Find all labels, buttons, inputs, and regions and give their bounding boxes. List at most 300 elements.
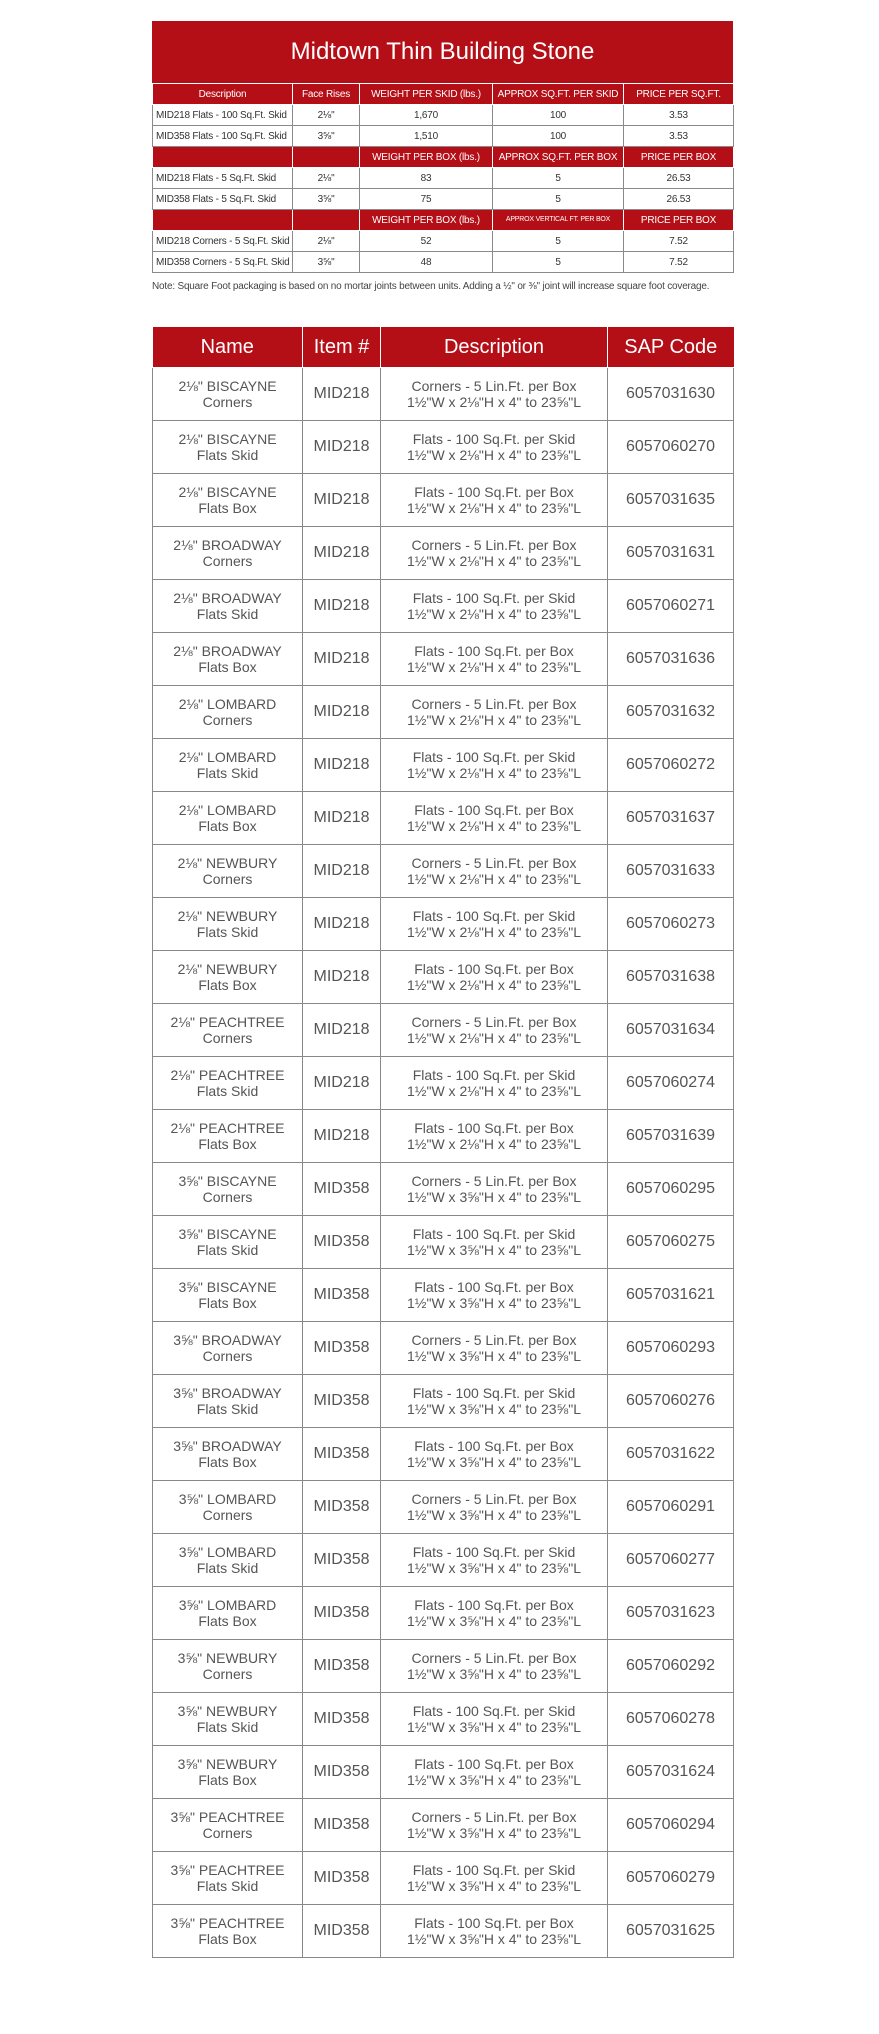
product-sap-code: 6057060294 (608, 1799, 734, 1852)
price-row (153, 126, 734, 147)
product-name-line1: 3⅝" BISCAYNE (178, 1172, 277, 1189)
product-name-line1: 3⅝" LOMBARD (178, 1596, 277, 1613)
product-description (381, 527, 608, 580)
price-cell: 5 (493, 168, 624, 189)
price-header-cell: WEIGHT PER SKID (lbs.) (360, 84, 493, 105)
product-name-line2: Corners (202, 1825, 253, 1841)
product-sap-code: 6057031625 (608, 1905, 734, 1958)
price-cell: 3⅝" (293, 126, 360, 147)
product-sap-code: 6057060275 (608, 1216, 734, 1269)
product-item-number: MID358 (303, 1428, 381, 1481)
product-description (381, 1428, 608, 1481)
product-name-line2: Flats Skid (196, 1719, 259, 1735)
price-cell: 5 (493, 252, 624, 273)
product-name-line2: Corners (202, 871, 253, 887)
product-name (153, 1322, 303, 1375)
product-sap-code: 6057060272 (608, 739, 734, 792)
product-name-line2: Flats Box (198, 1454, 257, 1470)
table-row (153, 527, 734, 580)
product-sap-code: 6057031632 (608, 686, 734, 739)
product-item-number: MID358 (303, 1640, 381, 1693)
product-description-line1: Flats - 100 Sq.Ft. per Box (414, 1914, 574, 1931)
product-name-line2: Flats Box (198, 1295, 257, 1311)
product-name-line2: Flats Box (198, 818, 257, 834)
table-row (153, 1428, 734, 1481)
product-name-line2: Flats Skid (196, 1878, 259, 1894)
product-name (153, 474, 303, 527)
product-name (153, 1428, 303, 1481)
product-name-line1: 2⅛" NEWBURY (177, 854, 278, 871)
table-row (153, 1852, 734, 1905)
product-description (381, 1640, 608, 1693)
price-cell: 7.52 (624, 231, 734, 252)
product-description-line2: 1½"W x 2⅛"H x 4" to 23⅝"L (407, 924, 581, 940)
product-sap-code: 6057060273 (608, 898, 734, 951)
product-name-line1: 3⅝" BROADWAY (173, 1384, 282, 1401)
price-cell: MID218 Flats - 100 Sq.Ft. Skid (153, 105, 293, 126)
product-description (381, 1905, 608, 1958)
product-description-line1: Corners - 5 Lin.Ft. per Box (411, 1649, 577, 1666)
product-name-line1: 3⅝" NEWBURY (177, 1649, 278, 1666)
price-cell: MID358 Corners - 5 Sq.Ft. Skid (153, 252, 293, 273)
price-row (153, 168, 734, 189)
product-description-line2: 1½"W x 2⅛"H x 4" to 23⅝"L (407, 765, 581, 781)
product-item-number: MID218 (303, 633, 381, 686)
product-description-line2: 1½"W x 3⅝"H x 4" to 23⅝"L (407, 1295, 581, 1311)
product-name-line1: 2⅛" BROADWAY (173, 536, 282, 553)
table-row (153, 845, 734, 898)
product-description (381, 1481, 608, 1534)
product-description (381, 474, 608, 527)
product-name-line1: 2⅛" LOMBARD (178, 748, 277, 765)
price-header-cell: Description (153, 84, 293, 105)
product-description-line2: 1½"W x 2⅛"H x 4" to 23⅝"L (407, 1136, 581, 1152)
price-cell: 3.53 (624, 126, 734, 147)
product-description-line2: 1½"W x 3⅝"H x 4" to 23⅝"L (407, 1560, 581, 1576)
table-row (153, 686, 734, 739)
product-description-line2: 1½"W x 3⅝"H x 4" to 23⅝"L (407, 1507, 581, 1523)
product-name-line1: 3⅝" NEWBURY (177, 1702, 278, 1719)
product-description (381, 1799, 608, 1852)
product-name-line1: 2⅛" BROADWAY (173, 642, 282, 659)
product-item-number: MID358 (303, 1693, 381, 1746)
table-row (153, 1269, 734, 1322)
product-name-line1: 3⅝" PEACHTREE (170, 1861, 285, 1878)
product-name-line1: 3⅝" BROADWAY (173, 1331, 282, 1348)
product-description-line1: Flats - 100 Sq.Ft. per Box (414, 1278, 574, 1295)
product-name-line1: 2⅛" BISCAYNE (178, 430, 277, 447)
product-name-line2: Flats Skid (196, 1401, 259, 1417)
product-description-line2: 1½"W x 2⅛"H x 4" to 23⅝"L (407, 394, 581, 410)
product-name (153, 1799, 303, 1852)
price-header-row (153, 147, 734, 168)
product-description (381, 580, 608, 633)
product-name-line2: Flats Skid (196, 924, 259, 940)
price-cell: 2⅛" (293, 168, 360, 189)
product-description-line1: Flats - 100 Sq.Ft. per Skid (412, 1225, 576, 1242)
product-name (153, 898, 303, 951)
product-description-line1: Corners - 5 Lin.Ft. per Box (411, 1490, 577, 1507)
price-header-cell: APPROX SQ.FT. PER SKID (493, 84, 624, 105)
product-description (381, 1163, 608, 1216)
product-name (153, 1746, 303, 1799)
product-item-number: MID218 (303, 1057, 381, 1110)
product-item-number: MID218 (303, 527, 381, 580)
price-cell: 2⅛" (293, 231, 360, 252)
product-description-line1: Flats - 100 Sq.Ft. per Box (414, 483, 574, 500)
price-cell: 3.53 (624, 105, 734, 126)
price-header-cell: WEIGHT PER BOX (lbs.) (360, 210, 493, 231)
product-description (381, 1852, 608, 1905)
price-cell: 48 (360, 252, 493, 273)
product-description (381, 1534, 608, 1587)
product-item-number: MID218 (303, 792, 381, 845)
product-name (153, 368, 303, 421)
table-row (153, 792, 734, 845)
product-name (153, 1004, 303, 1057)
table-row (153, 1746, 734, 1799)
price-cell: 3⅝" (293, 189, 360, 210)
product-sap-code: 6057060274 (608, 1057, 734, 1110)
product-item-number: MID358 (303, 1216, 381, 1269)
price-cell: 2⅛" (293, 105, 360, 126)
product-item-number: MID358 (303, 1746, 381, 1799)
product-item-number: MID358 (303, 1375, 381, 1428)
table-row (153, 1322, 734, 1375)
product-description-line1: Flats - 100 Sq.Ft. per Box (414, 960, 574, 977)
product-name-line1: 2⅛" BROADWAY (173, 589, 282, 606)
table-row (153, 368, 734, 421)
price-cell: 52 (360, 231, 493, 252)
product-name (153, 1110, 303, 1163)
price-header-cell: APPROX SQ.FT. PER BOX (493, 147, 624, 168)
product-table-header (153, 327, 734, 368)
product-name (153, 1216, 303, 1269)
product-description-line2: 1½"W x 2⅛"H x 4" to 23⅝"L (407, 659, 581, 675)
table-row (153, 1534, 734, 1587)
product-description-line1: Flats - 100 Sq.Ft. per Skid (412, 1543, 576, 1560)
product-name (153, 1693, 303, 1746)
product-item-number: MID358 (303, 1534, 381, 1587)
product-name-line2: Corners (202, 553, 253, 569)
price-cell: 75 (360, 189, 493, 210)
table-row (153, 898, 734, 951)
product-name-line2: Corners (202, 1507, 253, 1523)
product-description-line2: 1½"W x 3⅝"H x 4" to 23⅝"L (407, 1401, 581, 1417)
product-name (153, 527, 303, 580)
product-item-number: MID218 (303, 1004, 381, 1057)
product-description (381, 686, 608, 739)
product-sap-code: 6057060279 (608, 1852, 734, 1905)
product-description-line1: Flats - 100 Sq.Ft. per Box (414, 1437, 574, 1454)
product-name-line1: 2⅛" LOMBARD (178, 695, 277, 712)
product-name-line1: 2⅛" PEACHTREE (170, 1066, 285, 1083)
product-description-line1: Corners - 5 Lin.Ft. per Box (411, 536, 577, 553)
product-name (153, 845, 303, 898)
product-description-line1: Flats - 100 Sq.Ft. per Box (414, 1596, 574, 1613)
product-name-line2: Flats Box (198, 1136, 257, 1152)
product-name-line2: Flats Skid (196, 1560, 259, 1576)
product-description (381, 951, 608, 1004)
table-row (153, 1216, 734, 1269)
product-name-line2: Corners (202, 394, 253, 410)
product-sap-code: 6057060295 (608, 1163, 734, 1216)
price-row (153, 231, 734, 252)
product-description (381, 1375, 608, 1428)
price-header-cell (153, 147, 293, 168)
product-description (381, 898, 608, 951)
product-name (153, 1534, 303, 1587)
product-name-line2: Flats Skid (196, 1083, 259, 1099)
product-item-number: MID218 (303, 474, 381, 527)
product-sap-code: 6057031635 (608, 474, 734, 527)
product-name-line1: 2⅛" NEWBURY (177, 907, 278, 924)
product-name (153, 421, 303, 474)
price-header-cell (293, 147, 360, 168)
header-item: Item # (303, 327, 381, 368)
product-name (153, 1481, 303, 1534)
product-item-number: MID218 (303, 686, 381, 739)
table-row (153, 1375, 734, 1428)
product-sap-code: 6057031639 (608, 1110, 734, 1163)
product-item-number: MID218 (303, 739, 381, 792)
product-name-line2: Flats Box (198, 1772, 257, 1788)
product-description (381, 1587, 608, 1640)
product-name-line1: 3⅝" BROADWAY (173, 1437, 282, 1454)
header-name: Name (153, 327, 303, 368)
product-name (153, 1905, 303, 1958)
product-item-number: MID358 (303, 1322, 381, 1375)
product-description-line1: Corners - 5 Lin.Ft. per Box (411, 695, 577, 712)
product-name-line1: 3⅝" LOMBARD (178, 1490, 277, 1507)
table-row (153, 1905, 734, 1958)
table-row (153, 739, 734, 792)
product-name (153, 951, 303, 1004)
product-name-line2: Flats Skid (196, 447, 259, 463)
product-sap-code: 6057060278 (608, 1693, 734, 1746)
product-name (153, 580, 303, 633)
price-header-cell: PRICE PER BOX (624, 210, 734, 231)
product-name-line2: Flats Box (198, 1613, 257, 1629)
product-description-line1: Flats - 100 Sq.Ft. per Skid (412, 589, 576, 606)
product-description-line2: 1½"W x 3⅝"H x 4" to 23⅝"L (407, 1772, 581, 1788)
price-header-cell: Face Rises (293, 84, 360, 105)
product-description-line2: 1½"W x 2⅛"H x 4" to 23⅝"L (407, 871, 581, 887)
price-header-row (153, 84, 734, 105)
product-name (153, 1587, 303, 1640)
product-sap-code: 6057031623 (608, 1587, 734, 1640)
product-name-line1: 3⅝" LOMBARD (178, 1543, 277, 1560)
product-name-line1: 2⅛" PEACHTREE (170, 1013, 285, 1030)
product-name-line1: 2⅛" NEWBURY (177, 960, 278, 977)
product-sap-code: 6057060277 (608, 1534, 734, 1587)
price-cell: 26.53 (624, 168, 734, 189)
product-sap-code: 6057060293 (608, 1322, 734, 1375)
product-description-line2: 1½"W x 3⅝"H x 4" to 23⅝"L (407, 1931, 581, 1947)
product-name-line1: 2⅛" BISCAYNE (178, 377, 277, 394)
product-description-line1: Corners - 5 Lin.Ft. per Box (411, 854, 577, 871)
product-item-number: MID218 (303, 898, 381, 951)
product-description-line1: Corners - 5 Lin.Ft. per Box (411, 1808, 577, 1825)
product-name (153, 1057, 303, 1110)
product-name-line2: Corners (202, 1030, 253, 1046)
table-row (153, 474, 734, 527)
product-description-line2: 1½"W x 3⅝"H x 4" to 23⅝"L (407, 1878, 581, 1894)
product-sap-code: 6057031631 (608, 527, 734, 580)
product-description-line2: 1½"W x 3⅝"H x 4" to 23⅝"L (407, 1348, 581, 1364)
product-name (153, 1269, 303, 1322)
product-description-line1: Flats - 100 Sq.Ft. per Skid (412, 1702, 576, 1719)
product-description-line2: 1½"W x 2⅛"H x 4" to 23⅝"L (407, 553, 581, 569)
product-description-line2: 1½"W x 2⅛"H x 4" to 23⅝"L (407, 712, 581, 728)
product-description (381, 845, 608, 898)
product-sap-code: 6057060291 (608, 1481, 734, 1534)
product-description (381, 1110, 608, 1163)
product-description (381, 368, 608, 421)
product-description-line1: Corners - 5 Lin.Ft. per Box (411, 377, 577, 394)
product-description-line1: Flats - 100 Sq.Ft. per Box (414, 801, 574, 818)
table-row (153, 1799, 734, 1852)
product-sap-code: 6057031630 (608, 368, 734, 421)
price-cell: 7.52 (624, 252, 734, 273)
product-description-line2: 1½"W x 2⅛"H x 4" to 23⅝"L (407, 447, 581, 463)
price-cell: 5 (493, 231, 624, 252)
table-row (153, 951, 734, 1004)
price-header-cell: WEIGHT PER BOX (lbs.) (360, 147, 493, 168)
product-item-number: MID358 (303, 1905, 381, 1958)
product-description-line1: Flats - 100 Sq.Ft. per Box (414, 1119, 574, 1136)
product-item-number: MID358 (303, 1852, 381, 1905)
product-description (381, 1004, 608, 1057)
price-row (153, 105, 734, 126)
table-row (153, 1057, 734, 1110)
product-name-line1: 3⅝" PEACHTREE (170, 1914, 285, 1931)
product-description-line2: 1½"W x 3⅝"H x 4" to 23⅝"L (407, 1454, 581, 1470)
product-name-line2: Corners (202, 1189, 253, 1205)
product-description (381, 739, 608, 792)
product-name-line1: 2⅛" LOMBARD (178, 801, 277, 818)
product-description-line1: Flats - 100 Sq.Ft. per Skid (412, 1066, 576, 1083)
price-cell: 100 (493, 126, 624, 147)
product-sap-code: 6057031638 (608, 951, 734, 1004)
product-name-line2: Flats Skid (196, 765, 259, 781)
table-row (153, 1004, 734, 1057)
product-description (381, 1269, 608, 1322)
product-item-number: MID358 (303, 1799, 381, 1852)
product-name (153, 1375, 303, 1428)
header-description: Description (381, 327, 608, 368)
product-description-line2: 1½"W x 2⅛"H x 4" to 23⅝"L (407, 500, 581, 516)
packaging-note: Note: Square Foot packaging is based on no mortar joints between units. Adding a ½" or ⅜" joint will increase square foot coverage. (152, 281, 710, 292)
product-name (153, 1852, 303, 1905)
product-name (153, 1163, 303, 1216)
price-table (152, 83, 734, 273)
product-item-number: MID358 (303, 1587, 381, 1640)
product-sap-code: 6057060270 (608, 421, 734, 474)
product-description-line1: Flats - 100 Sq.Ft. per Box (414, 1755, 574, 1772)
product-item-number: MID218 (303, 421, 381, 474)
product-description-line2: 1½"W x 2⅛"H x 4" to 23⅝"L (407, 818, 581, 834)
product-description-line2: 1½"W x 3⅝"H x 4" to 23⅝"L (407, 1242, 581, 1258)
product-sap-code: 6057031634 (608, 1004, 734, 1057)
product-description (381, 421, 608, 474)
product-description (381, 1693, 608, 1746)
price-header-cell (153, 210, 293, 231)
product-sap-code: 6057031621 (608, 1269, 734, 1322)
product-sap-code: 6057031637 (608, 792, 734, 845)
product-name (153, 792, 303, 845)
product-name-line2: Flats Skid (196, 606, 259, 622)
table-row (153, 1693, 734, 1746)
product-name-line2: Flats Box (198, 500, 257, 516)
price-header-cell: PRICE PER SQ.FT. (624, 84, 734, 105)
product-sap-code: 6057060276 (608, 1375, 734, 1428)
product-description-line1: Corners - 5 Lin.Ft. per Box (411, 1331, 577, 1348)
price-cell: 1,510 (360, 126, 493, 147)
price-cell: MID218 Flats - 5 Sq.Ft. Skid (153, 168, 293, 189)
product-description-line2: 1½"W x 3⅝"H x 4" to 23⅝"L (407, 1719, 581, 1735)
product-description-line1: Flats - 100 Sq.Ft. per Skid (412, 907, 576, 924)
product-description-line1: Flats - 100 Sq.Ft. per Skid (412, 748, 576, 765)
product-description-line2: 1½"W x 3⅝"H x 4" to 23⅝"L (407, 1825, 581, 1841)
product-sap-code: 6057031636 (608, 633, 734, 686)
table-row (153, 1640, 734, 1693)
product-name-line1: 2⅛" PEACHTREE (170, 1119, 285, 1136)
product-description (381, 1057, 608, 1110)
table-row (153, 1110, 734, 1163)
product-name-line1: 3⅝" BISCAYNE (178, 1278, 277, 1295)
table-row (153, 1587, 734, 1640)
product-description (381, 1322, 608, 1375)
product-item-number: MID218 (303, 368, 381, 421)
price-cell: 100 (493, 105, 624, 126)
product-description-line1: Flats - 100 Sq.Ft. per Skid (412, 1861, 576, 1878)
product-description-line1: Flats - 100 Sq.Ft. per Skid (412, 1384, 576, 1401)
price-header-cell: PRICE PER BOX (624, 147, 734, 168)
product-name (153, 633, 303, 686)
header-sap-code: SAP Code (608, 327, 734, 368)
price-cell: MID218 Corners - 5 Sq.Ft. Skid (153, 231, 293, 252)
price-cell: MID358 Flats - 5 Sq.Ft. Skid (153, 189, 293, 210)
product-description-line2: 1½"W x 3⅝"H x 4" to 23⅝"L (407, 1613, 581, 1629)
product-sap-code: 6057031622 (608, 1428, 734, 1481)
product-name-line1: 2⅛" BISCAYNE (178, 483, 277, 500)
product-description (381, 792, 608, 845)
table-row (153, 580, 734, 633)
product-item-number: MID358 (303, 1163, 381, 1216)
product-description-line2: 1½"W x 3⅝"H x 4" to 23⅝"L (407, 1189, 581, 1205)
product-sap-code: 6057031624 (608, 1746, 734, 1799)
product-description-line2: 1½"W x 2⅛"H x 4" to 23⅝"L (407, 1030, 581, 1046)
product-description-line2: 1½"W x 2⅛"H x 4" to 23⅝"L (407, 1083, 581, 1099)
product-name-line2: Corners (202, 1348, 253, 1364)
table-row (153, 1481, 734, 1534)
product-name (153, 686, 303, 739)
product-name (153, 739, 303, 792)
price-header-cell: APPROX VERTICAL FT. PER BOX (493, 210, 624, 231)
product-name-line2: Flats Box (198, 659, 257, 675)
price-header-cell (293, 210, 360, 231)
product-item-number: MID218 (303, 580, 381, 633)
price-cell: MID358 Flats - 100 Sq.Ft. Skid (153, 126, 293, 147)
product-name-line2: Corners (202, 712, 253, 728)
product-name-line2: Flats Box (198, 1931, 257, 1947)
product-description-line1: Flats - 100 Sq.Ft. per Skid (412, 430, 576, 447)
product-description-line1: Flats - 100 Sq.Ft. per Box (414, 642, 574, 659)
product-item-number: MID358 (303, 1269, 381, 1322)
product-item-number: MID218 (303, 845, 381, 898)
product-description-line2: 1½"W x 2⅛"H x 4" to 23⅝"L (407, 606, 581, 622)
